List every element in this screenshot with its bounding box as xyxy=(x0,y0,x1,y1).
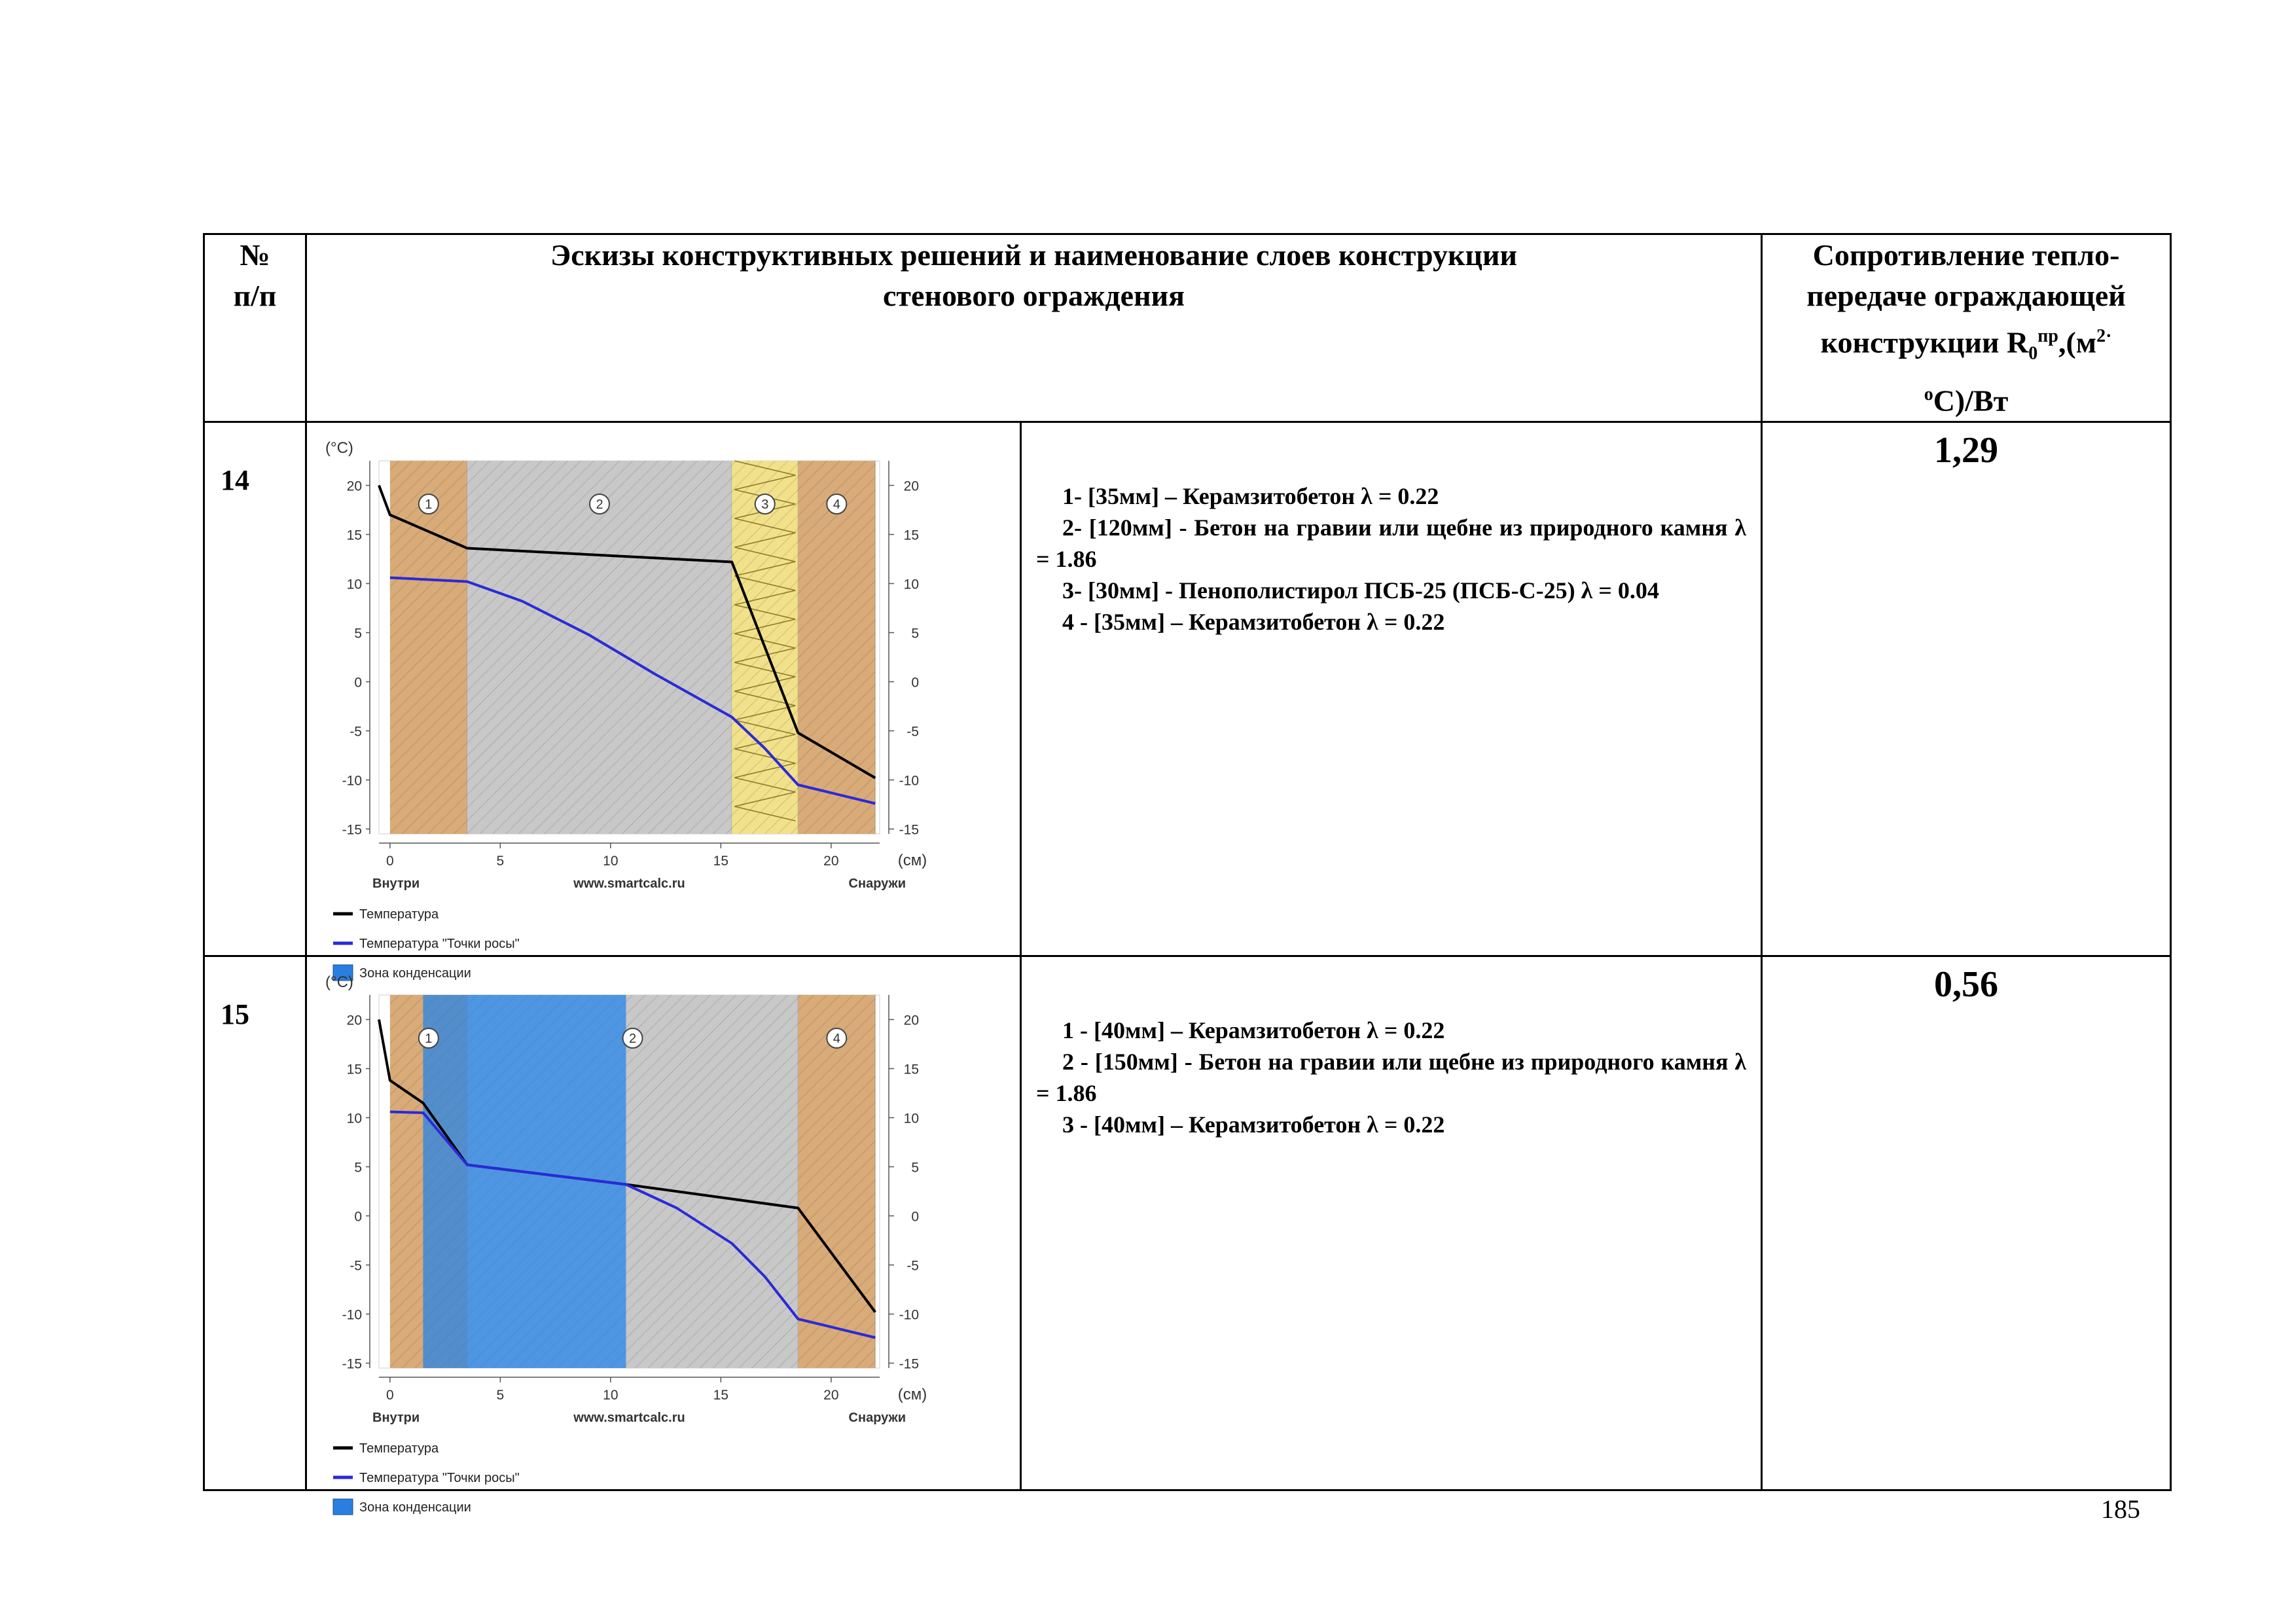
y-tick-label-right: 20 xyxy=(903,478,919,494)
layer-line: 3 - [40мм] – Керамзитобетон λ = 0.22 xyxy=(1062,1111,1445,1138)
header-resistance-degree: о xyxy=(1924,384,1933,405)
x-tick-label: 0 xyxy=(386,1387,394,1403)
temperature-chart-14 xyxy=(307,423,1022,981)
resistance-value: 1,29 xyxy=(1762,422,2171,956)
header-sketch-line2: стенового ограждения xyxy=(883,279,1185,312)
x-unit-label: (см) xyxy=(897,851,927,869)
y-tick-label-left: 15 xyxy=(346,1062,362,1077)
y-tick-label-left: 0 xyxy=(354,675,362,691)
y-tick-label-right: -5 xyxy=(906,1258,919,1274)
header-number-line1: № xyxy=(240,238,270,272)
y-tick-label-left: -5 xyxy=(350,724,362,740)
y-tick-label-left: -15 xyxy=(342,822,362,838)
layer-number-label: 4 xyxy=(833,497,840,512)
row-number: 14 xyxy=(204,422,306,956)
y-tick-label-right: 15 xyxy=(903,528,919,543)
y-tick-label-left: -5 xyxy=(350,1258,362,1274)
temperature-chart-15 xyxy=(307,957,1022,1515)
legend-label: Температура xyxy=(359,907,439,922)
site-label: www.smartcalc.ru xyxy=(573,876,685,891)
y-tick-label-right: 10 xyxy=(903,1111,919,1127)
x-tick-label: 0 xyxy=(386,853,394,869)
legend-label: Температура xyxy=(359,1441,439,1456)
header-resistance-unit: ,(м xyxy=(2058,325,2097,359)
y-tick-label-right: -15 xyxy=(899,1356,919,1372)
x-tick-label: 15 xyxy=(713,853,729,869)
outside-label: Снаружи xyxy=(848,876,906,891)
x-unit-label: (см) xyxy=(897,1385,927,1403)
row-14 xyxy=(204,422,2171,956)
y-tick-label-right: -10 xyxy=(899,1307,919,1323)
x-tick-label: 15 xyxy=(713,1387,729,1403)
y-tick-label-left: -10 xyxy=(342,1307,362,1323)
header-resistance xyxy=(1762,234,2171,422)
legend-label: Зона конденсации xyxy=(359,1500,471,1515)
y-tick-label-right: -5 xyxy=(906,724,919,740)
header-number-line2: п/п xyxy=(233,279,277,312)
y-tick-label-left: 10 xyxy=(346,1111,362,1127)
row-number: 15 xyxy=(204,956,306,1490)
y-unit-label: (°C) xyxy=(325,973,353,991)
layer-number-label: 2 xyxy=(628,1031,637,1046)
layer-1-hatch xyxy=(390,461,467,834)
layer-number-label: 1 xyxy=(425,497,433,512)
legend-swatch xyxy=(333,1499,353,1515)
layer-4-hatch xyxy=(798,461,875,834)
header-resistance-line4: С)/Вт xyxy=(1933,383,2009,417)
layer-line: 3- [30мм] - Пенополистирол ПСБ-25 (ПСБ-С-25) λ = 0.04 xyxy=(1062,577,1659,604)
y-tick-label-left: 15 xyxy=(346,528,362,543)
legend-label: Температура "Точки росы" xyxy=(359,1470,520,1485)
y-tick-label-left: -10 xyxy=(342,773,362,789)
y-tick-label-left: -15 xyxy=(342,1356,362,1372)
layer-number-label: 4 xyxy=(833,1031,840,1046)
layers-description xyxy=(1021,422,1762,956)
chart-cell xyxy=(306,422,1021,981)
y-tick-label-right: -10 xyxy=(899,773,919,789)
y-tick-label-left: 0 xyxy=(354,1209,362,1225)
y-tick-label-left: 5 xyxy=(354,626,362,641)
y-tick-label-right: 5 xyxy=(911,626,919,641)
layer-line: 2- [120мм] - Бетон на гравии или щебне из природного камня λ = 1.86 xyxy=(1036,514,1747,572)
header-sketch-line1: Эскизы конструктивных решений и наименование слоев конструкции xyxy=(550,238,1517,272)
header-resistance-line3: конструкции R xyxy=(1820,325,2029,359)
inside-label: Внутри xyxy=(372,1410,420,1425)
y-tick-label-right: 0 xyxy=(911,1209,919,1225)
x-tick-label: 5 xyxy=(496,1387,505,1403)
layer-number-label: 1 xyxy=(425,1031,433,1046)
outside-label: Снаружи xyxy=(848,1410,906,1425)
layer-line: 1 - [40мм] – Керамзитобетон λ = 0.22 xyxy=(1062,1017,1445,1043)
legend-label: Температура "Точки росы" xyxy=(359,936,520,951)
header-resistance-sup: пр xyxy=(2037,326,2058,346)
inside-label: Внутри xyxy=(372,876,420,891)
y-tick-label-left: 20 xyxy=(346,1013,362,1028)
header-resistance-line1: Сопротивление тепло- xyxy=(1812,238,2120,272)
x-tick-label: 10 xyxy=(603,853,619,869)
y-tick-label-right: 20 xyxy=(903,1013,919,1028)
header-sketch xyxy=(306,234,1762,422)
resistance-value: 0,56 xyxy=(1762,956,2171,1490)
header-number xyxy=(204,234,306,422)
row-15 xyxy=(204,956,2171,1490)
site-label: www.smartcalc.ru xyxy=(573,1410,685,1425)
header-resistance-line2: передаче ограждающей xyxy=(1806,279,2126,312)
header-resistance-sup2: 2· xyxy=(2096,326,2112,346)
x-tick-label: 5 xyxy=(496,853,505,869)
layer-number-label: 3 xyxy=(761,497,769,512)
page-number: 185 xyxy=(2101,1494,2140,1524)
layer-4-hatch xyxy=(798,995,875,1368)
chart-cell xyxy=(306,956,1021,1515)
x-tick-label: 10 xyxy=(603,1387,619,1403)
y-unit-label: (°C) xyxy=(325,439,353,457)
y-tick-label-right: 10 xyxy=(903,577,919,592)
y-tick-label-left: 5 xyxy=(354,1160,362,1176)
x-tick-label: 20 xyxy=(823,1387,839,1403)
y-tick-label-right: 15 xyxy=(903,1062,919,1077)
layer-line: 1- [35мм] – Керамзитобетон λ = 0.22 xyxy=(1062,482,1439,509)
legend-label: Зона конденсации xyxy=(359,965,471,981)
layer-line: 4 - [35мм] – Керамзитобетон λ = 0.22 xyxy=(1062,608,1445,635)
y-tick-label-right: 0 xyxy=(911,675,919,691)
y-tick-label-left: 20 xyxy=(346,478,362,494)
header-resistance-sub: 0 xyxy=(2028,343,2038,364)
layer-number-label: 2 xyxy=(596,497,603,512)
x-tick-label: 20 xyxy=(823,853,839,869)
layer-2-hatch xyxy=(467,461,732,834)
y-tick-label-left: 10 xyxy=(346,577,362,592)
y-tick-label-right: 5 xyxy=(911,1160,919,1176)
layers-description xyxy=(1021,956,1762,1490)
y-tick-label-right: -15 xyxy=(899,822,919,838)
header-row xyxy=(204,234,2171,422)
layer-line: 2 - [150мм] - Бетон на гравии или щебне из природного камня λ = 1.86 xyxy=(1036,1048,1747,1106)
